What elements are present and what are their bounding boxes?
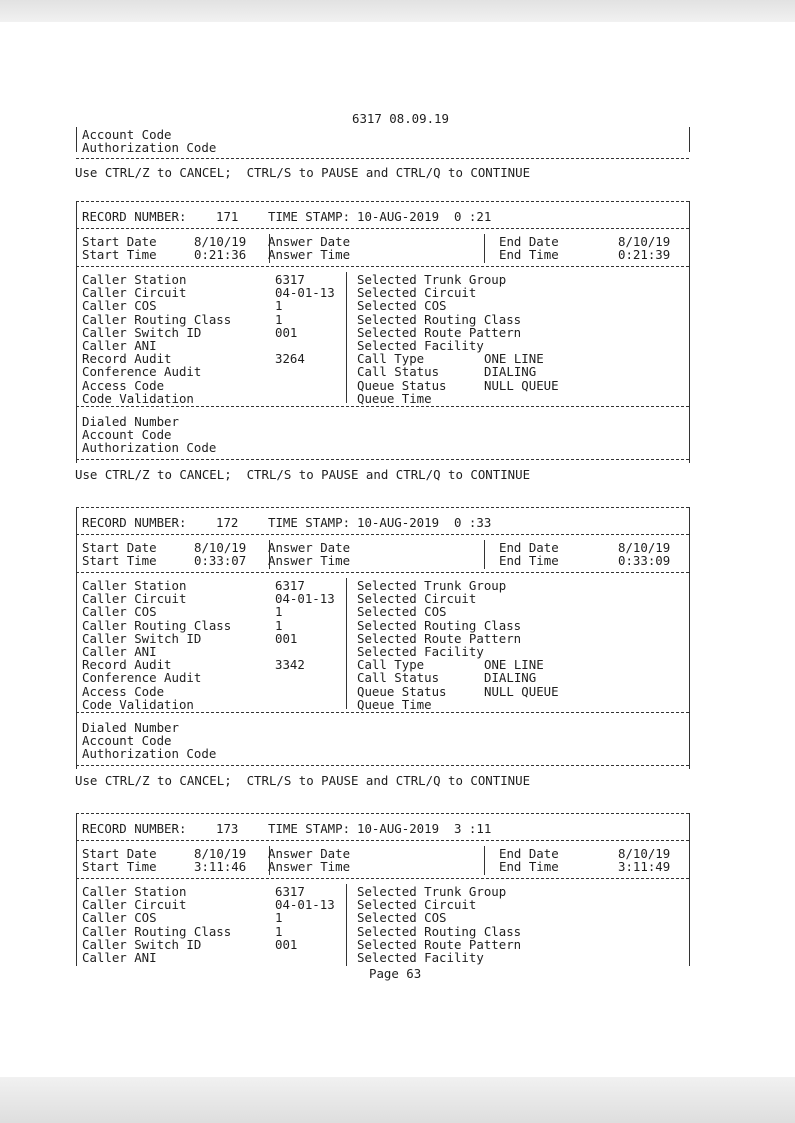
start-time-value: 3:11:46 [194,859,247,874]
caller-routing-class-value: 1 [275,923,283,939]
answer-time-label: Answer Time [268,859,351,874]
end-date-label: End Date [499,234,559,249]
code-validation-label: Code Validation [82,390,194,406]
queue-time-label: Queue Time [357,390,432,406]
selected-circuit-label: Selected Circuit [357,285,477,301]
selected-routing-class-label: Selected Routing Class [357,617,522,633]
dashed-rule [76,201,689,202]
caller-switch-id-value: 001 [275,936,298,952]
dashed-rule [76,712,689,713]
left-border [76,127,77,152]
caller-routing-class-value: 1 [275,617,283,633]
start-time-value: 0:33:07 [194,553,247,568]
answer-time-label: Answer Time [268,247,351,262]
answer-date-label: Answer Date [268,540,351,555]
start-time-label: Start Time [82,859,157,874]
caller-circuit-label: Caller Circuit [82,897,187,913]
selected-routing-class-label: Selected Routing Class [357,311,522,327]
selected-route-pattern-label: Selected Route Pattern [357,324,522,340]
call-status-label: Call Status [357,364,440,380]
right-border [689,813,690,966]
caller-cos-value: 1 [275,910,283,926]
caller-station-value: 6317 [275,578,305,593]
authorization-code-label: Authorization Code [82,140,217,155]
answer-time-label: Answer Time [268,553,351,568]
start-date-label: Start Date [82,540,157,555]
separator [346,884,347,966]
queue-status-value: NULL QUEUE [484,683,559,699]
dialed-number-label: Dialed Number [82,414,179,429]
record-audit-label: Record Audit [82,351,172,367]
right-border [689,127,690,152]
caller-circuit-label: Caller Circuit [82,285,187,301]
time-stamp-label: TIME STAMP: [268,515,351,530]
caller-circuit-value: 04-01-13 [275,897,335,913]
call-type-value: ONE LINE [484,351,544,367]
separator [346,578,347,709]
cancel-instruction: Use CTRL/Z to CANCEL; CTRL/S to PAUSE and CTRL/Q to CONTINUE [75,165,531,180]
selected-route-pattern-label: Selected Route Pattern [357,936,522,952]
record-audit-value: 3342 [275,657,305,673]
selected-circuit-label: Selected Circuit [357,591,477,607]
answer-date-label: Answer Date [268,846,351,861]
authorization-code-label: Authorization Code [82,440,217,455]
caller-ani-label: Caller ANI [82,338,157,353]
caller-switch-id-value: 001 [275,324,298,340]
authorization-code-label: Authorization Code [82,746,217,761]
caller-cos-value: 1 [275,298,283,314]
caller-ani-label: Caller ANI [82,644,157,659]
selected-routing-class-label: Selected Routing Class [357,923,522,939]
queue-status-label: Queue Status [357,683,447,699]
time-stamp-label: TIME STAMP: [268,821,351,836]
queue-time-label: Queue Time [357,696,432,712]
caller-switch-id-label: Caller Switch ID [82,324,202,340]
selected-cos-label: Selected COS [357,910,447,926]
separator [484,846,485,875]
caller-switch-id-label: Caller Switch ID [82,630,202,646]
selected-facility-label: Selected Facility [357,338,484,353]
caller-station-value: 6317 [275,884,305,899]
end-date-value: 8/10/19 [618,846,671,861]
end-time-label: End Time [499,247,559,262]
time-stamp-value: 10-AUG-2019 3 :11 [357,821,492,836]
caller-station-label: Caller Station [82,578,187,593]
start-time-value: 0:21:36 [194,247,247,262]
start-date-value: 8/10/19 [194,234,247,249]
caller-cos-label: Caller COS [82,910,157,926]
call-status-value: DIALING [484,670,537,686]
start-date-label: Start Date [82,846,157,861]
conference-audit-label: Conference Audit [82,670,202,686]
selected-cos-label: Selected COS [357,298,447,314]
caller-circuit-label: Caller Circuit [82,591,187,607]
page-number: Page 63 [369,966,422,981]
queue-status-label: Queue Status [357,377,447,393]
caller-cos-label: Caller COS [82,604,157,620]
start-time-label: Start Time [82,247,157,262]
answer-date-label: Answer Date [268,234,351,249]
start-date-value: 8/10/19 [194,846,247,861]
queue-status-value: NULL QUEUE [484,377,559,393]
selected-circuit-label: Selected Circuit [357,897,477,913]
call-type-label: Call Type [357,657,425,673]
separator [484,234,485,263]
time-stamp-value: 10-AUG-2019 0 :21 [357,209,492,224]
call-type-label: Call Type [357,351,425,367]
record-number-label: RECORD NUMBER: [82,515,187,530]
caller-routing-class-label: Caller Routing Class [82,311,232,327]
right-border [689,201,690,463]
time-stamp-value: 10-AUG-2019 0 :33 [357,515,492,530]
end-date-value: 8/10/19 [618,540,671,555]
selected-cos-label: Selected COS [357,604,447,620]
end-time-value: 0:21:39 [618,247,671,262]
start-time-label: Start Time [82,553,157,568]
call-type-value: ONE LINE [484,657,544,673]
selected-trunk-group-label: Selected Trunk Group [357,884,507,899]
dashed-rule [76,158,689,159]
account-code-label: Account Code [82,427,172,442]
call-status-label: Call Status [357,670,440,686]
caller-cos-value: 1 [275,604,283,620]
record-audit-value: 3264 [275,351,305,367]
selected-trunk-group-label: Selected Trunk Group [357,272,507,287]
caller-circuit-value: 04-01-13 [275,285,335,301]
dashed-rule [76,507,689,508]
separator [346,272,347,403]
end-date-value: 8/10/19 [618,234,671,249]
code-validation-label: Code Validation [82,696,194,712]
dashed-rule [76,228,689,229]
start-date-label: Start Date [82,234,157,249]
page-header: 6317 08.09.19 [352,111,449,126]
end-date-label: End Date [499,846,559,861]
dashed-rule [76,534,689,535]
end-date-label: End Date [499,540,559,555]
end-time-value: 0:33:09 [618,553,671,568]
selected-route-pattern-label: Selected Route Pattern [357,630,522,646]
time-stamp-label: TIME STAMP: [268,209,351,224]
cancel-instruction: Use CTRL/Z to CANCEL; CTRL/S to PAUSE and CTRL/Q to CONTINUE [75,773,531,788]
call-status-value: DIALING [484,364,537,380]
caller-ani-label: Caller ANI [82,950,157,965]
caller-switch-id-value: 001 [275,630,298,646]
selected-trunk-group-label: Selected Trunk Group [357,578,507,593]
dashed-rule [76,878,689,879]
end-time-value: 3:11:49 [618,859,671,874]
end-time-label: End Time [499,553,559,568]
account-code-label: Account Code [82,127,172,142]
caller-station-label: Caller Station [82,272,187,287]
dashed-rule [76,813,689,814]
caller-routing-class-value: 1 [275,311,283,327]
left-border [76,813,77,966]
left-border [76,201,77,463]
right-border [689,507,690,769]
access-code-label: Access Code [82,377,165,393]
caller-circuit-value: 04-01-13 [275,591,335,607]
end-time-label: End Time [499,859,559,874]
dashed-rule [76,572,689,573]
record-audit-label: Record Audit [82,657,172,673]
record-number-label: RECORD NUMBER: [82,209,187,224]
record-number-label: RECORD NUMBER: [82,821,187,836]
account-code-label: Account Code [82,733,172,748]
caller-station-label: Caller Station [82,884,187,899]
access-code-label: Access Code [82,683,165,699]
dashed-rule [76,765,689,766]
separator [484,540,485,569]
selected-facility-label: Selected Facility [357,644,484,659]
caller-station-value: 6317 [275,272,305,287]
cancel-instruction: Use CTRL/Z to CANCEL; CTRL/S to PAUSE and CTRL/Q to CONTINUE [75,467,531,482]
caller-routing-class-label: Caller Routing Class [82,617,232,633]
record-number-value: 172 [216,515,239,530]
dashed-rule [76,266,689,267]
caller-switch-id-label: Caller Switch ID [82,936,202,952]
dashed-rule [76,840,689,841]
caller-routing-class-label: Caller Routing Class [82,923,232,939]
selected-facility-label: Selected Facility [357,950,484,965]
record-number-value: 173 [216,821,239,836]
dialed-number-label: Dialed Number [82,720,179,735]
dashed-rule [76,459,689,460]
conference-audit-label: Conference Audit [82,364,202,380]
dashed-rule [76,406,689,407]
start-date-value: 8/10/19 [194,540,247,555]
scan-bottom-edge [0,1077,795,1123]
left-border [76,507,77,769]
caller-cos-label: Caller COS [82,298,157,314]
scan-top-edge [0,0,795,22]
record-number-value: 171 [216,209,239,224]
